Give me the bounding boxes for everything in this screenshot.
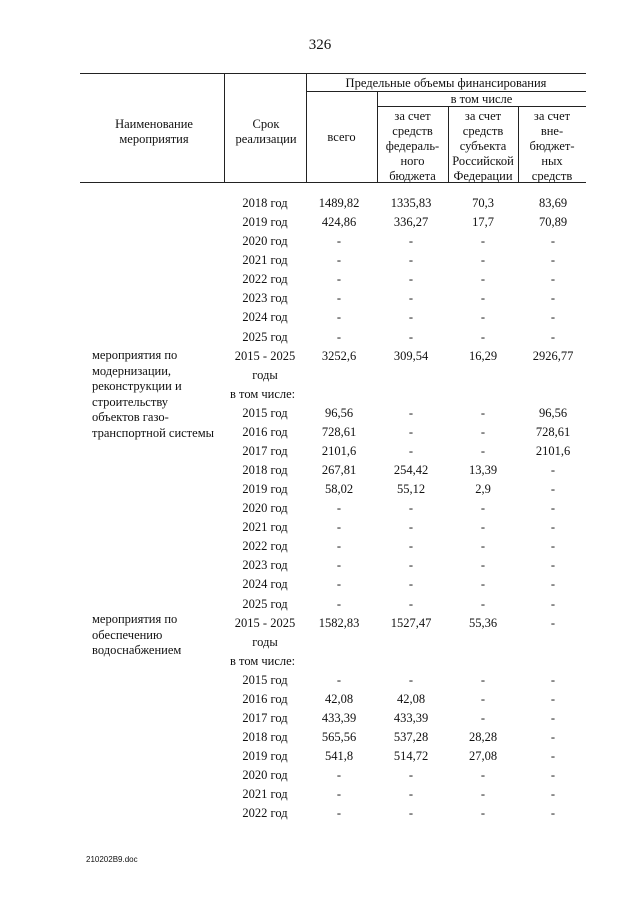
federal-cell: - <box>408 424 414 439</box>
total-cell: 541,8 <box>324 749 354 763</box>
period-cell: 2023 год <box>242 558 288 573</box>
regional-cell: - <box>480 806 486 821</box>
federal-cell: - <box>408 596 414 611</box>
total-cell: - <box>336 539 342 554</box>
period-cell: 2018 год <box>242 463 288 477</box>
federal-cell: - <box>408 558 414 573</box>
total-cell: 96,56 <box>324 405 354 420</box>
including-label: в том числе: <box>230 386 296 401</box>
extra-budget-cell: - <box>550 272 556 287</box>
period-cell: 2016 год <box>242 691 288 706</box>
extra-budget-cell: - <box>550 520 556 535</box>
period-cell: 2019 год <box>242 482 288 497</box>
extra-budget-cell: - <box>550 710 556 725</box>
table-row <box>0 537 640 556</box>
extra-budget-cell: 70,89 <box>538 215 568 230</box>
total-cell: - <box>336 806 342 821</box>
footer-filename: 210202B9.doc <box>86 855 138 864</box>
total-cell: - <box>336 291 342 306</box>
regional-cell: - <box>480 443 486 458</box>
table-row <box>0 232 640 251</box>
period-cell: 2018 год <box>242 196 288 210</box>
extra-budget-cell: - <box>550 234 556 249</box>
total-cell: - <box>336 558 342 573</box>
period-cell: 2024 год <box>242 310 288 325</box>
table-row <box>0 499 640 518</box>
period-cell: 2020 год <box>242 768 288 783</box>
regional-cell: - <box>480 520 486 535</box>
table-row <box>0 595 640 614</box>
regional-cell: - <box>480 577 486 592</box>
federal-cell: - <box>408 234 414 249</box>
table-row <box>0 747 640 766</box>
regional-cell: 2,9 <box>475 482 491 497</box>
period-cell: 2022 год <box>242 539 288 554</box>
extra-budget-cell: 96,56 <box>538 405 568 420</box>
total-cell: 2101,6 <box>321 443 357 458</box>
regional-cell: - <box>480 787 486 802</box>
regional-cell: 28,28 <box>468 730 498 744</box>
header-funding: Предельные объемы финансирования <box>345 76 547 90</box>
extra-budget-cell: - <box>550 539 556 554</box>
total-cell: 433,39 <box>321 710 357 725</box>
including-label: в том числе: <box>230 653 296 668</box>
federal-cell: - <box>408 329 414 344</box>
extra-budget-cell: - <box>550 482 556 497</box>
federal-cell: - <box>408 768 414 783</box>
regional-cell: - <box>480 253 486 268</box>
table-row <box>0 461 640 480</box>
header-including: в том числе <box>450 92 513 106</box>
total-cell: - <box>336 672 342 687</box>
table-row <box>0 251 640 270</box>
total-cell: 42,08 <box>324 691 354 706</box>
regional-cell: - <box>480 710 486 725</box>
regional-cell: 17,7 <box>472 215 494 230</box>
total-cell: 565,56 <box>321 730 357 744</box>
header-total: всего <box>327 130 356 144</box>
period-cell: 2017 год <box>242 710 288 725</box>
federal-cell: - <box>408 539 414 554</box>
regional-cell: 27,08 <box>468 749 498 763</box>
header-extra: за счет вне- бюджет- ных средств <box>529 109 575 183</box>
extra-budget-cell: - <box>550 730 556 744</box>
regional-cell: 13,39 <box>468 463 498 477</box>
extra-budget-cell: - <box>550 787 556 802</box>
period-cell: 2025 год <box>242 329 288 344</box>
regional-cell: - <box>480 424 486 439</box>
extra-budget-cell: - <box>550 577 556 592</box>
extra-budget-cell: - <box>550 463 556 477</box>
federal-cell: 309,54 <box>393 348 429 363</box>
table-row <box>0 728 640 747</box>
federal-cell: - <box>408 520 414 535</box>
extra-budget-cell: - <box>550 806 556 821</box>
table-row <box>0 709 640 728</box>
total-cell: - <box>336 234 342 249</box>
total-cell: 3252,6 <box>321 348 357 363</box>
total-cell: - <box>336 253 342 268</box>
total-cell: 267,81 <box>321 463 357 477</box>
period-cell: 2017 год <box>242 443 288 458</box>
federal-cell: - <box>408 443 414 458</box>
extra-budget-cell: - <box>550 596 556 611</box>
regional-cell: 70,3 <box>472 196 494 210</box>
federal-cell: 55,12 <box>396 482 426 497</box>
total-cell: 1582,83 <box>318 615 360 630</box>
federal-cell: - <box>408 787 414 802</box>
period-cell: 2016 год <box>242 424 288 439</box>
total-cell: - <box>336 596 342 611</box>
event-name-gas: мероприятия по модернизации, реконструкции и строительству объектов газо- транспортной системы <box>92 348 214 440</box>
federal-cell: - <box>408 310 414 325</box>
regional-cell: - <box>480 310 486 325</box>
federal-cell: 1335,83 <box>390 196 432 210</box>
extra-budget-cell: 2926,77 <box>532 348 574 363</box>
header-federal: за счет средств федераль- ного бюджета <box>385 109 440 183</box>
federal-cell: - <box>408 291 414 306</box>
period-cell: 2022 год <box>242 272 288 287</box>
period-cell: 2015 - 2025 <box>234 348 296 363</box>
extra-budget-cell: - <box>550 615 556 630</box>
extra-budget-cell: - <box>550 253 556 268</box>
period-cell: 2024 год <box>242 577 288 592</box>
event-name-water: мероприятия по обеспечению водоснабжением <box>92 612 182 657</box>
header-period: Срок реализации <box>235 117 297 146</box>
regional-cell: - <box>480 272 486 287</box>
period-cell: 2025 год <box>242 596 288 611</box>
table-row <box>0 671 640 690</box>
period-cell: 2020 год <box>242 501 288 516</box>
extra-budget-cell: 728,61 <box>535 424 571 439</box>
extra-budget-cell: - <box>550 501 556 516</box>
header-regional: за счет средств субъекта Российской Федерации <box>452 109 514 183</box>
federal-cell: 254,42 <box>393 463 429 477</box>
regional-cell: - <box>480 539 486 554</box>
extra-budget-cell: 83,69 <box>538 196 568 210</box>
period-cell: 2021 год <box>242 520 288 535</box>
period-cell: 2015 год <box>242 672 288 687</box>
extra-budget-cell: - <box>550 768 556 783</box>
period-cell: 2015 - 2025 <box>234 615 296 630</box>
federal-cell: - <box>408 272 414 287</box>
federal-cell: 1527,47 <box>390 615 432 630</box>
extra-budget-cell: - <box>550 672 556 687</box>
total-cell: - <box>336 520 342 535</box>
table-row <box>0 308 640 327</box>
period-cell: 2021 год <box>242 787 288 802</box>
header-divider <box>224 73 225 183</box>
federal-cell: - <box>408 405 414 420</box>
table-row <box>0 480 640 499</box>
period-cell: 2019 год <box>242 215 288 230</box>
federal-cell: 537,28 <box>393 730 429 744</box>
table-row <box>0 442 640 461</box>
table-row <box>0 575 640 594</box>
table-row <box>0 270 640 289</box>
total-cell: - <box>336 272 342 287</box>
table-row <box>0 556 640 575</box>
regional-cell: - <box>480 558 486 573</box>
total-cell: - <box>336 501 342 516</box>
regional-cell: - <box>480 405 486 420</box>
period-cell: годы <box>252 634 278 649</box>
period-cell: 2015 год <box>242 405 288 420</box>
table-row <box>0 518 640 537</box>
regional-cell: 55,36 <box>468 615 498 630</box>
table-row <box>0 766 640 785</box>
regional-cell: - <box>480 596 486 611</box>
period-cell: годы <box>252 367 278 382</box>
table-header <box>0 0 640 190</box>
total-cell: 58,02 <box>324 482 354 497</box>
federal-cell: 433,39 <box>393 710 429 725</box>
extra-budget-cell: 2101,6 <box>535 443 571 458</box>
regional-cell: - <box>480 291 486 306</box>
header-top-rule <box>80 73 586 74</box>
extra-budget-cell: - <box>550 558 556 573</box>
table-row <box>0 289 640 308</box>
regional-cell: 16,29 <box>468 348 498 363</box>
extra-budget-cell: - <box>550 329 556 344</box>
total-cell: 728,61 <box>321 424 357 439</box>
federal-cell: 514,72 <box>393 749 429 763</box>
table-row <box>0 213 640 232</box>
extra-budget-cell: - <box>550 291 556 306</box>
total-cell: - <box>336 787 342 802</box>
federal-cell: 42,08 <box>396 691 426 706</box>
federal-cell: - <box>408 672 414 687</box>
extra-budget-cell: - <box>550 691 556 706</box>
period-cell: 2019 год <box>242 749 288 763</box>
total-cell: 1489,82 <box>318 196 360 210</box>
extra-budget-cell: - <box>550 310 556 325</box>
header-name: Наименование мероприятия <box>115 117 193 146</box>
regional-cell: - <box>480 768 486 783</box>
table-row <box>0 690 640 709</box>
federal-cell: - <box>408 253 414 268</box>
regional-cell: - <box>480 672 486 687</box>
regional-cell: - <box>480 329 486 344</box>
total-cell: - <box>336 768 342 783</box>
table-row <box>0 328 640 347</box>
total-cell: - <box>336 577 342 592</box>
page-number: 326 <box>308 37 332 53</box>
federal-cell: - <box>408 806 414 821</box>
regional-cell: - <box>480 691 486 706</box>
federal-cell: - <box>408 501 414 516</box>
table-row <box>0 804 640 823</box>
extra-budget-cell: - <box>550 749 556 763</box>
period-cell: 2021 год <box>242 253 288 268</box>
period-cell: 2023 год <box>242 291 288 306</box>
regional-cell: - <box>480 501 486 516</box>
table-row <box>0 785 640 804</box>
table-row <box>0 194 640 213</box>
period-cell: 2020 год <box>242 234 288 249</box>
period-cell: 2022 год <box>242 806 288 821</box>
federal-cell: 336,27 <box>393 215 429 230</box>
total-cell: - <box>336 329 342 344</box>
period-cell: 2018 год <box>242 730 288 744</box>
total-cell: 424,86 <box>321 215 357 230</box>
regional-cell: - <box>480 234 486 249</box>
total-cell: - <box>336 310 342 325</box>
federal-cell: - <box>408 577 414 592</box>
